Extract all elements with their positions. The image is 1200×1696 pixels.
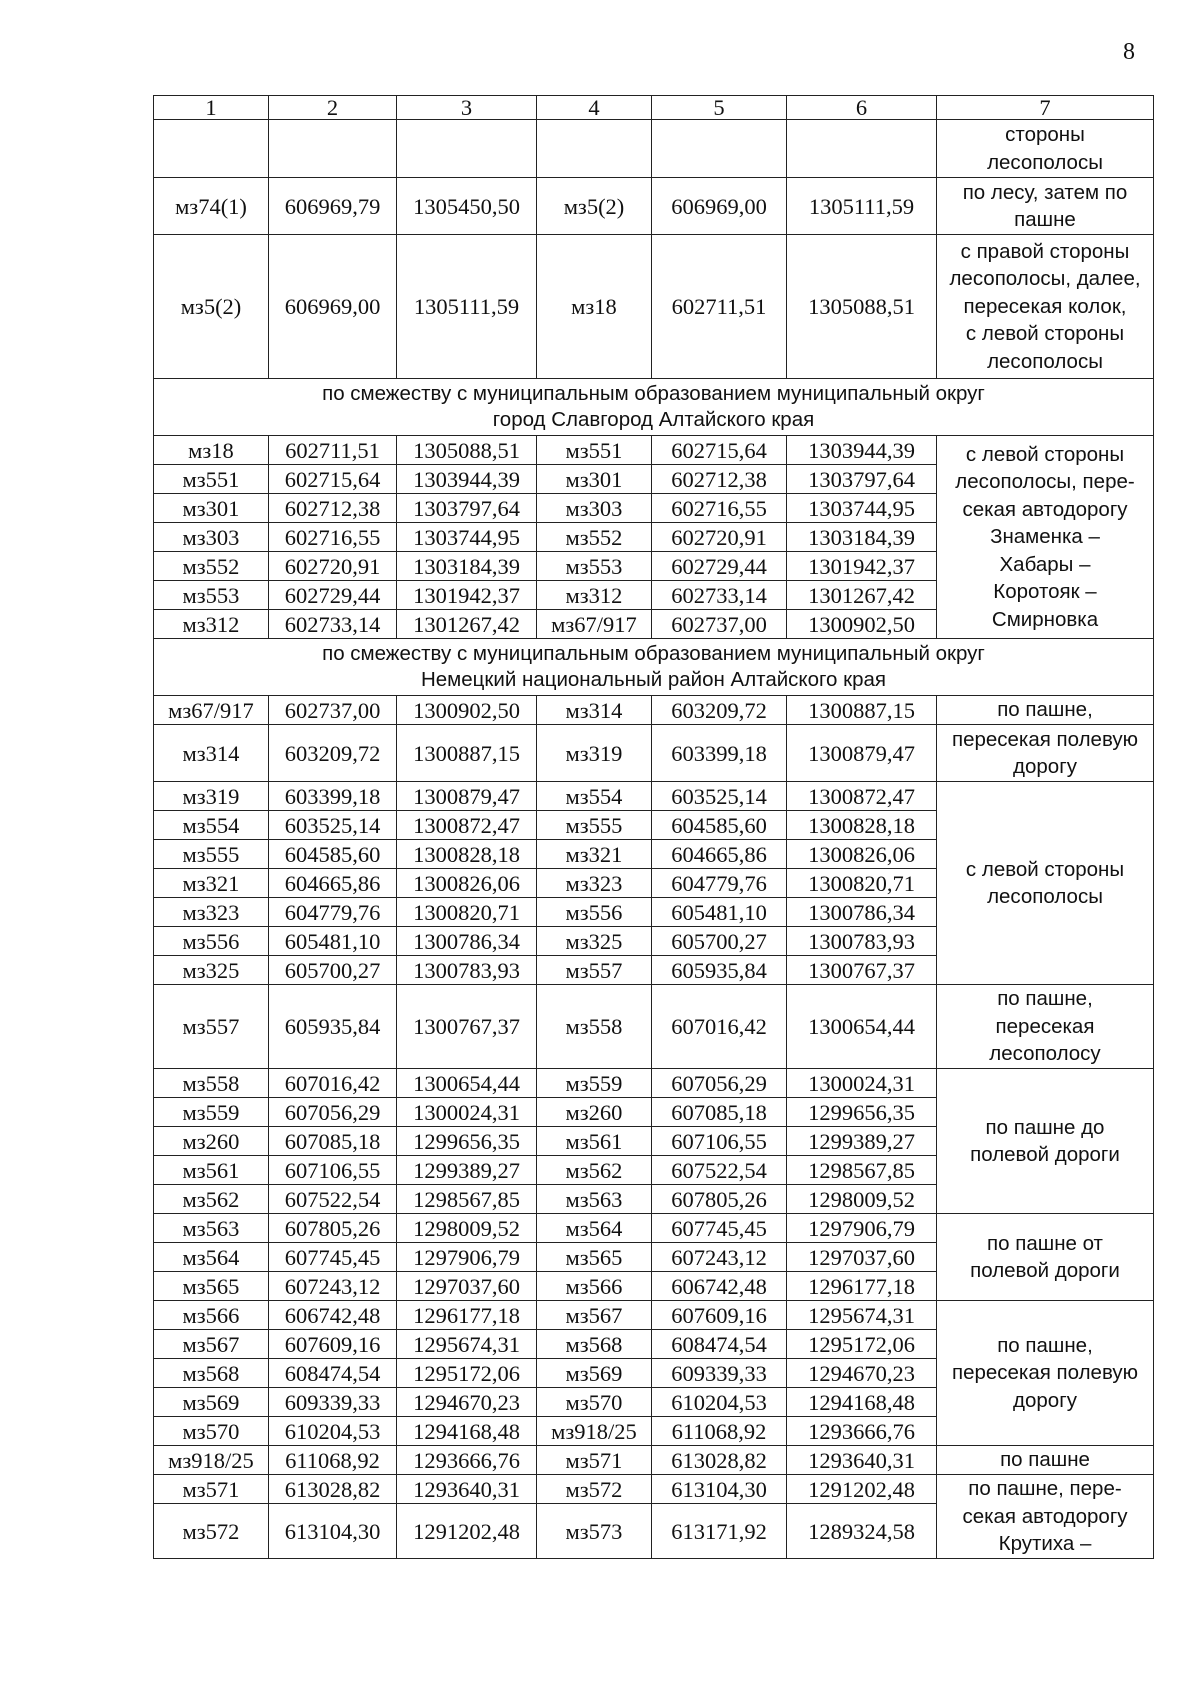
to-x-cell: 604665,86 [652,840,787,869]
from-x-cell: 603399,18 [269,782,397,811]
to-point-cell: мз572 [537,1475,652,1504]
to-point-cell: мз563 [537,1185,652,1214]
from-y-cell: 1294670,23 [397,1388,537,1417]
to-x-cell: 602716,55 [652,494,787,523]
from-x-cell: 607106,55 [269,1156,397,1185]
from-x-cell: 610204,53 [269,1417,397,1446]
to-y-cell: 1299656,35 [787,1098,937,1127]
table-row [154,178,1154,235]
to-point-cell: мз323 [537,869,652,898]
table-row [154,1214,1154,1243]
to-y-cell: 1298009,52 [787,1185,937,1214]
from-y-cell: 1300654,44 [397,1069,537,1098]
from-y-cell: 1303944,39 [397,465,537,494]
from-y-cell: 1299389,27 [397,1156,537,1185]
from-x-cell: 609339,33 [269,1388,397,1417]
to-point-cell: мз314 [537,696,652,725]
to-x-cell: 602720,91 [652,523,787,552]
table-row [154,985,1154,1069]
from-point-cell: мз558 [154,1069,269,1098]
table-row [154,436,1154,465]
to-x-cell: 613171,92 [652,1504,787,1559]
from-y-cell: 1299656,35 [397,1127,537,1156]
from-x-cell: 604585,60 [269,840,397,869]
from-point-cell: мз571 [154,1475,269,1504]
from-point-cell: мз565 [154,1272,269,1301]
table-row [154,1069,1154,1098]
to-y-cell: 1300783,93 [787,927,937,956]
boundary-description-cell: по пашне [937,1446,1154,1475]
to-point-cell: мз558 [537,985,652,1069]
to-point-cell: мз312 [537,581,652,610]
to-x-cell: 603209,72 [652,696,787,725]
from-x-cell: 604665,86 [269,869,397,898]
from-y-cell: 1295674,31 [397,1330,537,1359]
section-heading: по смежеству с муниципальным образованием муниципальный округ город Славгород Алтайского края [154,379,1154,436]
to-y-cell: 1300902,50 [787,610,937,639]
from-y-cell: 1300820,71 [397,898,537,927]
from-x-cell: 607243,12 [269,1272,397,1301]
from-point-cell: мз314 [154,725,269,782]
to-x-cell: 602711,51 [652,235,787,379]
to-x-cell: 607056,29 [652,1069,787,1098]
from-x-cell: 608474,54 [269,1359,397,1388]
to-point-cell: мз553 [537,552,652,581]
column-header: 4 [537,96,652,120]
to-x-cell: 602733,14 [652,581,787,610]
to-x-cell: 602737,00 [652,610,787,639]
boundary-description-cell: пересекая полевую дорогу [937,725,1154,782]
to-point-cell: мз18 [537,235,652,379]
to-point-cell: мз564 [537,1214,652,1243]
from-point-cell: мз570 [154,1417,269,1446]
to-y-cell: 1300820,71 [787,869,937,898]
from-x-cell: 602733,14 [269,610,397,639]
from-y-cell: 1300872,47 [397,811,537,840]
to-x-cell: 606969,00 [652,178,787,235]
to-x-cell: 607522,54 [652,1156,787,1185]
from-y-cell: 1298009,52 [397,1214,537,1243]
from-point-cell: мз562 [154,1185,269,1214]
from-y-cell: 1297037,60 [397,1272,537,1301]
table-row [154,120,1154,178]
to-x-cell: 602729,44 [652,552,787,581]
to-point-cell: мз568 [537,1330,652,1359]
to-point-cell: мз557 [537,956,652,985]
from-point-cell: мз67/917 [154,696,269,725]
from-y-cell: 1298567,85 [397,1185,537,1214]
from-point-cell: мз561 [154,1156,269,1185]
to-x-cell: 605700,27 [652,927,787,956]
from-x-cell: 607805,26 [269,1214,397,1243]
to-y-cell: 1305088,51 [787,235,937,379]
boundary-description-cell: по пашне, [937,696,1154,725]
from-point-cell: мз5(2) [154,235,269,379]
from-x-cell: 602711,51 [269,436,397,465]
from-x-cell: 606969,79 [269,178,397,235]
from-y-cell: 1301267,42 [397,610,537,639]
table-body [154,120,1154,1559]
to-y-cell: 1297037,60 [787,1243,937,1272]
section-heading-row [154,639,1154,696]
to-point-cell: мз319 [537,725,652,782]
to-point-cell: мз562 [537,1156,652,1185]
column-header: 1 [154,96,269,120]
to-x-cell: 605935,84 [652,956,787,985]
to-point-cell: мз559 [537,1069,652,1098]
from-x-cell: 607056,29 [269,1098,397,1127]
boundary-description-cell: по пашне, пересекая лесополосу [937,985,1154,1069]
table-row [154,1475,1154,1504]
from-y-cell: 1300786,34 [397,927,537,956]
from-y-cell: 1300024,31 [397,1098,537,1127]
from-point-cell: мз323 [154,898,269,927]
to-x-cell: 602712,38 [652,465,787,494]
to-y-cell: 1300826,06 [787,840,937,869]
section-heading-row [154,379,1154,436]
to-y-cell: 1298567,85 [787,1156,937,1185]
from-y-cell: 1297906,79 [397,1243,537,1272]
to-x-cell: 603399,18 [652,725,787,782]
to-y-cell: 1294168,48 [787,1388,937,1417]
from-y-cell: 1303797,64 [397,494,537,523]
to-y-cell: 1300786,34 [787,898,937,927]
from-point-cell: мз557 [154,985,269,1069]
section-heading: по смежеству с муниципальным образованием муниципальный округ Немецкий национальный район Алтайского края [154,639,1154,696]
from-point-cell: мз567 [154,1330,269,1359]
from-point-cell: мз569 [154,1388,269,1417]
from-y-cell: 1305088,51 [397,436,537,465]
table-row [154,1446,1154,1475]
from-y-cell: 1300828,18 [397,840,537,869]
to-x-cell [652,120,787,178]
from-x-cell: 607745,45 [269,1243,397,1272]
from-y-cell: 1300783,93 [397,956,537,985]
from-y-cell: 1291202,48 [397,1504,537,1559]
to-point-cell: мз573 [537,1504,652,1559]
from-y-cell: 1301942,37 [397,581,537,610]
from-x-cell: 605481,10 [269,927,397,956]
to-x-cell: 602715,64 [652,436,787,465]
to-y-cell: 1303744,95 [787,494,937,523]
from-point-cell: мз319 [154,782,269,811]
to-y-cell: 1300872,47 [787,782,937,811]
to-point-cell: мз569 [537,1359,652,1388]
to-point-cell: мз260 [537,1098,652,1127]
to-point-cell: мз551 [537,436,652,465]
table-row [154,782,1154,811]
column-header: 7 [937,96,1154,120]
from-y-cell [397,120,537,178]
boundary-description-cell: по пашне до полевой дороги [937,1069,1154,1214]
from-y-cell: 1300902,50 [397,696,537,725]
boundary-description-cell: по пашне, пересекая полевую дорогу [937,1301,1154,1446]
to-x-cell: 609339,33 [652,1359,787,1388]
to-x-cell: 605481,10 [652,898,787,927]
from-point-cell: мз554 [154,811,269,840]
column-number-header-row [154,96,1154,120]
from-point-cell [154,120,269,178]
from-x-cell: 606969,00 [269,235,397,379]
to-y-cell: 1289324,58 [787,1504,937,1559]
to-y-cell [787,120,937,178]
from-x-cell: 605935,84 [269,985,397,1069]
to-y-cell: 1303184,39 [787,523,937,552]
from-y-cell: 1293640,31 [397,1475,537,1504]
to-y-cell: 1300828,18 [787,811,937,840]
to-y-cell: 1300654,44 [787,985,937,1069]
from-x-cell: 602737,00 [269,696,397,725]
to-y-cell: 1295674,31 [787,1301,937,1330]
to-x-cell: 603525,14 [652,782,787,811]
table-row [154,696,1154,725]
from-x-cell: 602712,38 [269,494,397,523]
to-y-cell: 1293640,31 [787,1446,937,1475]
to-point-cell: мз570 [537,1388,652,1417]
from-point-cell: мз312 [154,610,269,639]
column-header: 6 [787,96,937,120]
to-point-cell: мз565 [537,1243,652,1272]
from-x-cell: 613028,82 [269,1475,397,1504]
column-header: 5 [652,96,787,120]
from-point-cell: мз566 [154,1301,269,1330]
from-x-cell: 607609,16 [269,1330,397,1359]
boundary-description-cell: с левой стороны лесополосы, пере- секая автодорогу Знаменка – Хабары – Коротояк – Смирновка [937,436,1154,639]
to-point-cell: мз561 [537,1127,652,1156]
from-y-cell: 1303184,39 [397,552,537,581]
to-y-cell: 1300879,47 [787,725,937,782]
from-point-cell: мз74(1) [154,178,269,235]
to-x-cell: 606742,48 [652,1272,787,1301]
from-y-cell: 1300767,37 [397,985,537,1069]
to-point-cell: мз301 [537,465,652,494]
to-y-cell: 1300024,31 [787,1069,937,1098]
column-header: 2 [269,96,397,120]
from-x-cell: 606742,48 [269,1301,397,1330]
from-point-cell: мз551 [154,465,269,494]
from-x-cell: 613104,30 [269,1504,397,1559]
from-x-cell: 604779,76 [269,898,397,927]
from-x-cell: 607522,54 [269,1185,397,1214]
to-point-cell: мз918/25 [537,1417,652,1446]
table-row [154,725,1154,782]
from-y-cell: 1305111,59 [397,235,537,379]
from-point-cell: мз559 [154,1098,269,1127]
from-point-cell: мз918/25 [154,1446,269,1475]
to-y-cell: 1295172,06 [787,1330,937,1359]
to-x-cell: 607609,16 [652,1301,787,1330]
from-y-cell: 1303744,95 [397,523,537,552]
from-x-cell: 607085,18 [269,1127,397,1156]
from-y-cell: 1300879,47 [397,782,537,811]
from-x-cell: 607016,42 [269,1069,397,1098]
to-point-cell: мз567 [537,1301,652,1330]
from-x-cell: 602720,91 [269,552,397,581]
to-y-cell: 1300887,15 [787,696,937,725]
to-x-cell: 604585,60 [652,811,787,840]
table-row [154,1301,1154,1330]
to-y-cell: 1301942,37 [787,552,937,581]
to-x-cell: 608474,54 [652,1330,787,1359]
boundary-coordinates-table [153,95,1154,1559]
to-point-cell: мз566 [537,1272,652,1301]
to-y-cell: 1299389,27 [787,1127,937,1156]
boundary-description-cell: по пашне, пере- секая автодорогу Крутиха – [937,1475,1154,1559]
to-x-cell: 607745,45 [652,1214,787,1243]
to-point-cell: мз552 [537,523,652,552]
from-x-cell: 603209,72 [269,725,397,782]
to-y-cell: 1297906,79 [787,1214,937,1243]
from-point-cell: мз572 [154,1504,269,1559]
from-x-cell: 605700,27 [269,956,397,985]
to-point-cell: мз67/917 [537,610,652,639]
from-point-cell: мз325 [154,956,269,985]
to-point-cell: мз556 [537,898,652,927]
from-x-cell: 603525,14 [269,811,397,840]
from-x-cell [269,120,397,178]
to-point-cell [537,120,652,178]
table-row [154,235,1154,379]
from-y-cell: 1296177,18 [397,1301,537,1330]
from-point-cell: мз260 [154,1127,269,1156]
to-x-cell: 607805,26 [652,1185,787,1214]
to-x-cell: 610204,53 [652,1388,787,1417]
from-y-cell: 1305450,50 [397,178,537,235]
from-y-cell: 1295172,06 [397,1359,537,1388]
from-x-cell: 602715,64 [269,465,397,494]
to-y-cell: 1296177,18 [787,1272,937,1301]
from-point-cell: мз568 [154,1359,269,1388]
boundary-description-cell: с правой стороны лесополосы, далее, пересекая колок, с левой стороны лесополосы [937,235,1154,379]
from-point-cell: мз303 [154,523,269,552]
to-point-cell: мз555 [537,811,652,840]
boundary-description-cell: с левой стороны лесополосы [937,782,1154,985]
to-x-cell: 607243,12 [652,1243,787,1272]
from-point-cell: мз556 [154,927,269,956]
from-x-cell: 602729,44 [269,581,397,610]
from-y-cell: 1294168,48 [397,1417,537,1446]
to-point-cell: мз321 [537,840,652,869]
to-y-cell: 1300767,37 [787,956,937,985]
to-x-cell: 607106,55 [652,1127,787,1156]
to-x-cell: 613028,82 [652,1446,787,1475]
to-x-cell: 611068,92 [652,1417,787,1446]
to-x-cell: 604779,76 [652,869,787,898]
from-x-cell: 602716,55 [269,523,397,552]
to-y-cell: 1303797,64 [787,465,937,494]
from-point-cell: мз563 [154,1214,269,1243]
from-point-cell: мз552 [154,552,269,581]
to-y-cell: 1293666,76 [787,1417,937,1446]
from-point-cell: мз553 [154,581,269,610]
to-point-cell: мз303 [537,494,652,523]
to-x-cell: 613104,30 [652,1475,787,1504]
to-x-cell: 607016,42 [652,985,787,1069]
boundary-description-cell: стороны лесополосы [937,120,1154,178]
to-y-cell: 1303944,39 [787,436,937,465]
page-number: 8 [1123,39,1135,65]
boundary-description-cell: по лесу, затем по пашне [937,178,1154,235]
to-y-cell: 1301267,42 [787,581,937,610]
from-point-cell: мз301 [154,494,269,523]
from-y-cell: 1300826,06 [397,869,537,898]
to-point-cell: мз325 [537,927,652,956]
from-point-cell: мз555 [154,840,269,869]
to-point-cell: мз571 [537,1446,652,1475]
from-point-cell: мз18 [154,436,269,465]
from-y-cell: 1293666,76 [397,1446,537,1475]
to-y-cell: 1291202,48 [787,1475,937,1504]
to-point-cell: мз554 [537,782,652,811]
from-x-cell: 611068,92 [269,1446,397,1475]
to-y-cell: 1305111,59 [787,178,937,235]
from-y-cell: 1300887,15 [397,725,537,782]
from-point-cell: мз564 [154,1243,269,1272]
boundary-description-cell: по пашне от полевой дороги [937,1214,1154,1301]
to-y-cell: 1294670,23 [787,1359,937,1388]
to-point-cell: мз5(2) [537,178,652,235]
column-header: 3 [397,96,537,120]
from-point-cell: мз321 [154,869,269,898]
to-x-cell: 607085,18 [652,1098,787,1127]
